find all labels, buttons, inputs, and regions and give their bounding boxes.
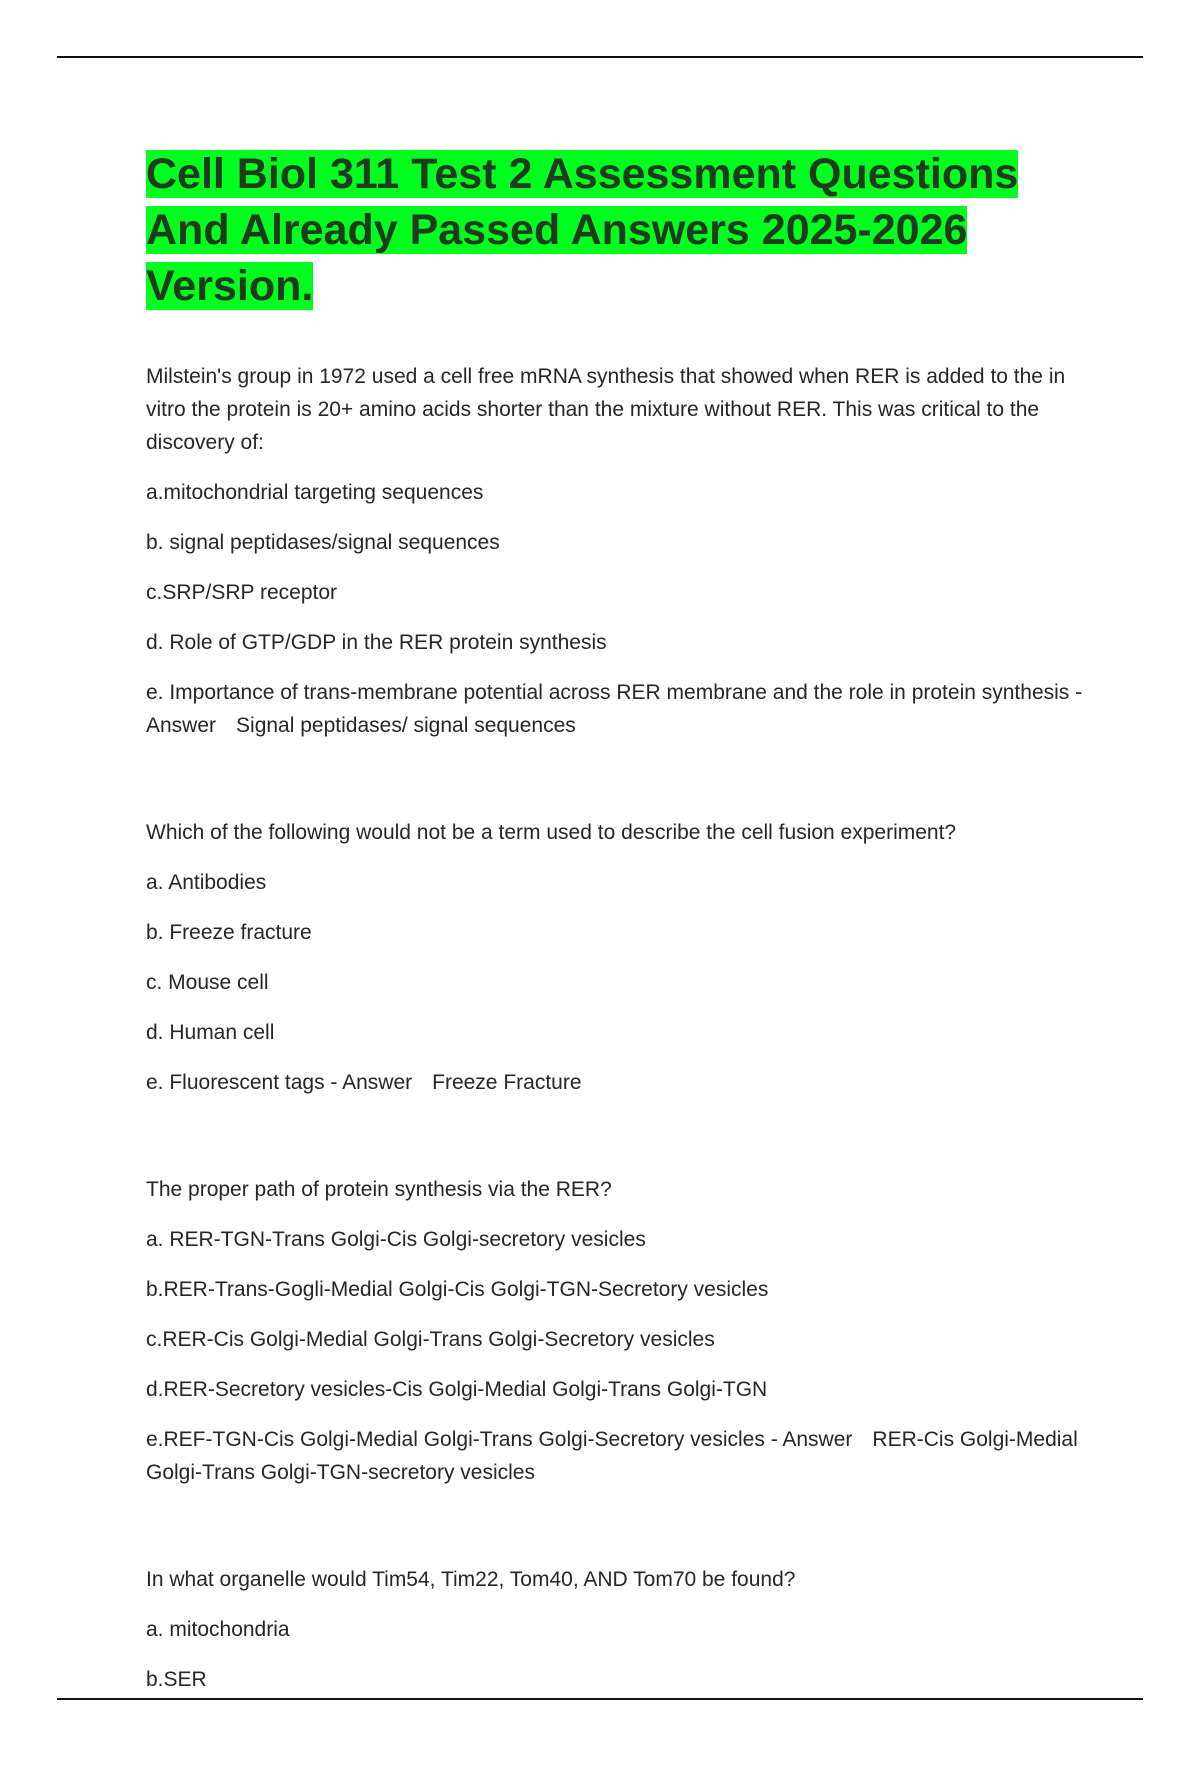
answer-option: a. mitochondria	[146, 1618, 290, 1641]
answer-option: d. Role of GTP/GDP in the RER protein synthesis	[146, 631, 607, 654]
document-title-highlight: Cell Biol 311 Test 2 Assessment Questions And Already Passed Answers 2025-2026 Version.	[146, 150, 1019, 310]
question-prompt: Milstein's group in 1972 used a cell free mRNA synthesis that showed when RER is added to the in vitro the protein is 20+ amino acids shorter than the mixture without RER. This was critical to the discovery of:	[146, 365, 1066, 454]
answer-option: c. Mouse cell	[146, 971, 269, 994]
question-1	[146, 360, 1096, 742]
question-prompt: In what organelle would Tim54, Tim22, Tom40, AND Tom70 be found?	[146, 1568, 796, 1591]
correct-answer: Signal peptidases/ signal sequences	[236, 714, 576, 737]
answer-option: a.mitochondrial targeting sequences	[146, 481, 484, 504]
option-text: e.REF-TGN-Cis Golgi-Medial Golgi-Trans Golgi-Secretory vesicles - Answer	[146, 1428, 853, 1451]
answer-option-last	[146, 1066, 1096, 1099]
option-text: e. Importance of trans-membrane potential across RER membrane and the role in protein synthesis - Answer	[146, 681, 1083, 737]
question-4	[146, 1563, 1096, 1696]
answer-option: b. signal peptidases/signal sequences	[146, 531, 500, 554]
question-2	[146, 816, 1096, 1099]
answer-option: d.RER-Secretory vesicles-Cis Golgi-Medial Golgi-Trans Golgi-TGN	[146, 1378, 768, 1401]
answer-option: d. Human cell	[146, 1021, 275, 1044]
answer-option-last	[146, 1423, 1096, 1489]
question-prompt: The proper path of protein synthesis via the RER?	[146, 1178, 612, 1201]
question-prompt: Which of the following would not be a term used to describe the cell fusion experiment?	[146, 821, 957, 844]
document-title	[146, 146, 1096, 314]
option-text: e. Fluorescent tags - Answer	[146, 1071, 413, 1094]
question-3	[146, 1173, 1096, 1489]
answer-option: b.RER-Trans-Gogli-Medial Golgi-Cis Golgi-TGN-Secretory vesicles	[146, 1278, 769, 1301]
correct-answer: Freeze Fracture	[432, 1071, 582, 1094]
answer-option: a. RER-TGN-Trans Golgi-Cis Golgi-secretory vesicles	[146, 1228, 646, 1251]
document-body	[146, 146, 1096, 1770]
header-rule	[57, 56, 1143, 58]
answer-option-last	[146, 676, 1096, 742]
correct-answer: RER-Cis Golgi-Medial Golgi-Trans Golgi-TGN-secretory vesicles	[146, 1428, 1078, 1484]
answer-option: a. Antibodies	[146, 871, 267, 894]
answer-option: c.RER-Cis Golgi-Medial Golgi-Trans Golgi-Secretory vesicles	[146, 1328, 715, 1351]
answer-option: b.SER	[146, 1668, 207, 1691]
answer-option: c.SRP/SRP receptor	[146, 581, 338, 604]
answer-option: b. Freeze fracture	[146, 921, 312, 944]
